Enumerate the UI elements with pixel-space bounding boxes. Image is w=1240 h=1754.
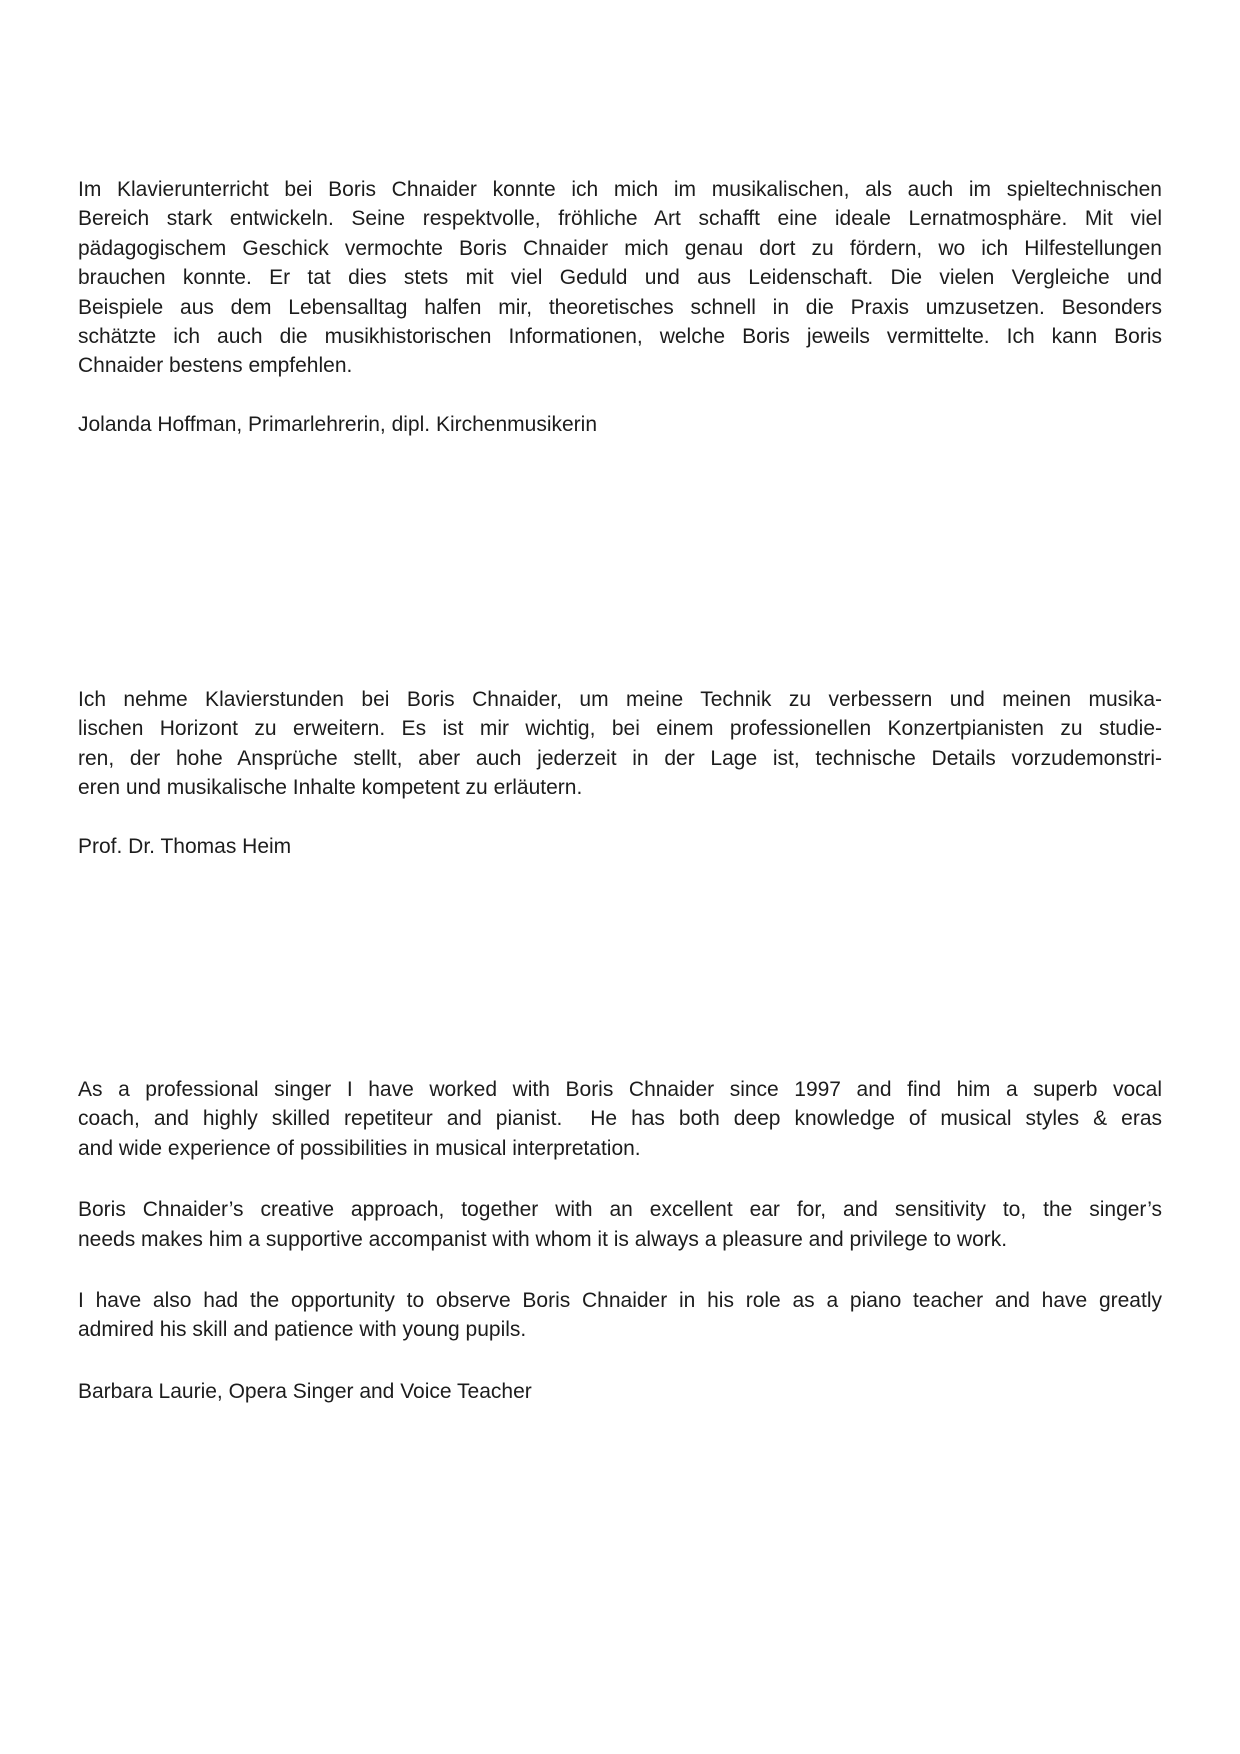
testimonial-paragraph: [78, 1195, 1162, 1254]
text-line: Im Klavierunterricht bei Boris Chnaider konnte ich mich im musikalischen, als auch im spieltechnischen: [78, 178, 1162, 201]
text-line: brauchen konnte. Er tat dies stets mit viel Geduld und aus Leidenschaft. Die vielen Vergleiche und: [78, 266, 1162, 290]
text-line: schätzte ich auch die musikhistorischen Informationen, welche Boris jeweils vermittelte. Ich kann Boris: [78, 325, 1162, 349]
testimonial-block: [78, 175, 1162, 440]
testimonial-block: [78, 1075, 1162, 1406]
text-line: and wide experience of possibilities in musical interpretation.: [78, 1136, 641, 1160]
testimonial-paragraph: [78, 1075, 1162, 1163]
text-line: pädagogischem Geschick vermochte Boris Chnaider mich genau dort zu fördern, wo ich Hilfestellungen: [78, 236, 1162, 260]
testimonial-block: [78, 685, 1162, 861]
testimonial-paragraph: [78, 685, 1162, 803]
text-line: coach, and highly skilled repetiteur and pianist. He has both deep knowledge of musical styles & eras: [78, 1107, 1162, 1131]
signature-line: Barbara Laurie, Opera Singer and Voice Teacher: [78, 1379, 532, 1403]
signature-line: Prof. Dr. Thomas Heim: [78, 835, 292, 859]
text-line: Ich nehme Klavierstunden bei Boris Chnaider, um meine Technik zu verbessern und meinen musika-: [78, 688, 1162, 711]
testimonial-paragraph: [78, 1286, 1162, 1345]
signature-line: Jolanda Hoffman, Primarlehrerin, dipl. Kirchenmusikerin: [78, 413, 598, 437]
text-line: lischen Horizont zu erweitern. Es ist mir wichtig, bei einem professionellen Konzertpianisten zu studie-: [78, 717, 1162, 741]
testimonial-paragraph: [78, 175, 1162, 381]
text-line: Beispiele aus dem Lebensalltag halfen mir, theoretisches schnell in die Praxis umzusetzen. Besonders: [78, 295, 1162, 319]
text-line: eren und musikalische Inhalte kompetent zu erläutern.: [78, 776, 583, 800]
text-line: I have also had the opportunity to observe Boris Chnaider in his role as a piano teacher and have greatly: [78, 1289, 1162, 1313]
text-line: ren, der hohe Ansprüche stellt, aber auch jederzeit in der Lage ist, technische Details vorzudemonstri-: [78, 746, 1162, 770]
text-line: Boris Chnaider’s creative approach, together with an excellent ear for, and sensitivity to, the singer’s: [78, 1198, 1162, 1222]
text-line: Chnaider bestens empfehlen.: [78, 354, 353, 378]
text-line: As a professional singer I have worked with Boris Chnaider since 1997 and find him a superb vocal: [78, 1078, 1162, 1101]
text-line: Bereich stark entwickeln. Seine respektvolle, fröhliche Art schafft eine ideale Lernatmosphäre. Mit viel: [78, 207, 1162, 231]
text-line: admired his skill and patience with young pupils.: [78, 1318, 527, 1342]
text-line: needs makes him a supportive accompanist with whom it is always a pleasure and privilege to work.: [78, 1227, 1008, 1251]
